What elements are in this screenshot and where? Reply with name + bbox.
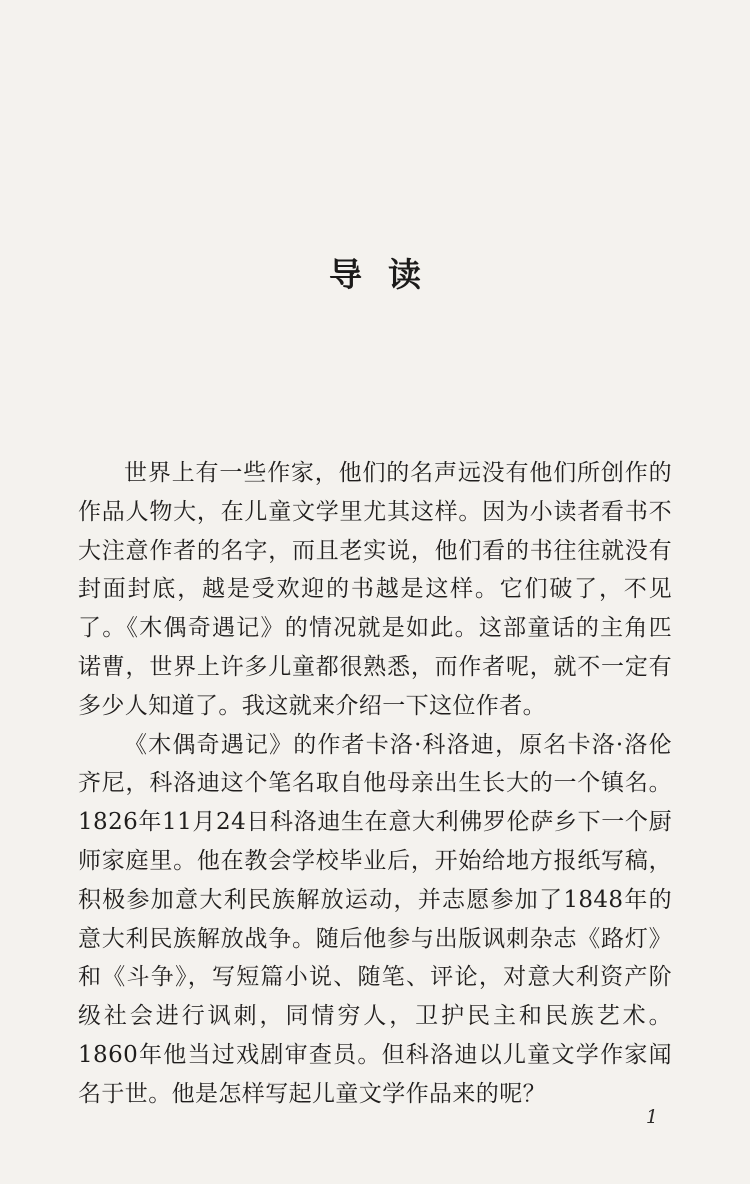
paragraph: 世界上有一些作家，他们的名声远没有他们所创作的作品人物大，在儿童文学里尤其这样。因为小读者看书不大注意作者的名字，而且老实说，他们看的书往往就没有封面封底，越是受欢迎的书越是这样。它们破了，不见了。《木偶奇遇记》的情况就是如此。这部童话的主角匹诺曹，世界上许多儿童都很熟悉，而作者呢，就不一定有多少人知道了。我这就来介绍一下这位作者。 [78, 460, 672, 719]
paragraph: 《木偶奇遇记》的作者卡洛·科洛迪，原名卡洛·洛伦齐尼，科洛迪这个笔名取自他母亲出生长大的一个镇名。1826年11月24日科洛迪生在意大利佛罗伦萨乡下一个厨师家庭里。他在教会学校毕业后，开始给地方报纸写稿，积极参加意大利民族解放运动，并志愿参加了1848年的意大利民族解放战争。随后他参与出版讽刺杂志《路灯》和《斗争》，写短篇小说、随笔、评论，对意大利资产阶级社会进行讽刺，同情穷人，卫护民主和民族艺术。1860年他当过戏剧审查员。但科洛迪以儿童文学作家闻名于世。他是怎样写起儿童文学作品来的呢？ [78, 731, 672, 1107]
body-text [78, 454, 672, 1114]
page-number: 1 [645, 1106, 658, 1128]
chapter-heading: 导读 [329, 255, 447, 294]
